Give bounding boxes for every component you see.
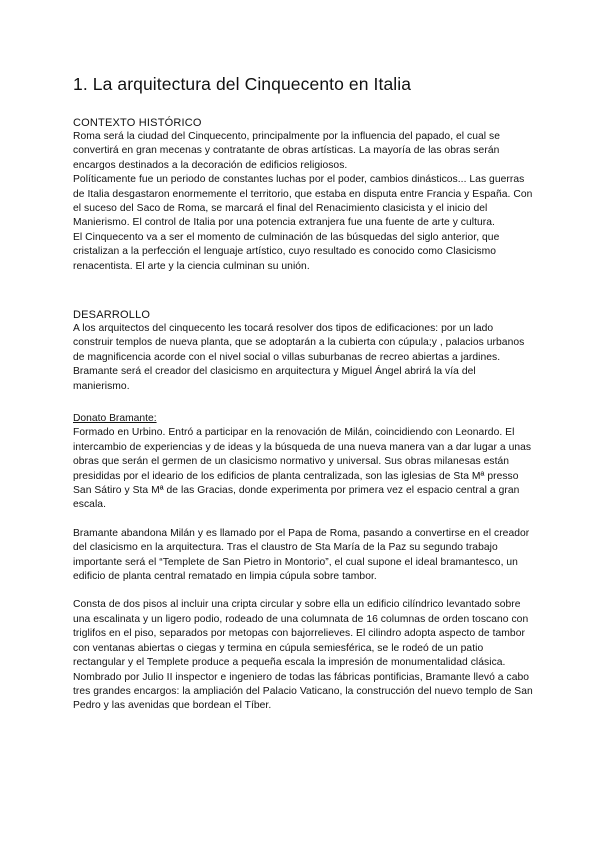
contexto-paragraph-3: El Cinquecento va a ser el momento de culminación de las búsquedas del siglo anterior, que cristalizan a la perfección el lenguaje artístico, cuyo resultado es conocido como Clasicismo renacentista. El arte y la ciencia culminan su unión. (73, 231, 500, 272)
page-title: 1. La arquitectura del Cinquecento en Italia (73, 74, 412, 94)
desarrollo-heading: DESARROLLO (73, 309, 151, 321)
desarrollo-section (73, 308, 533, 394)
bramante-paragraph-3: Consta de dos pisos al incluir una cripta circular y sobre ella un edificio cilíndrico levantado sobre una escalinata y un ligero podio, rodeado de una columnata de 16 columnas de orden toscano con triglifos en el piso, separados por metopas con bajorrelieves. El cilindro adopta aspecto de tambor con ventanas abiertas o ciegas y termina en cúpula semiesférica, se le rodeó de un patio rectangular y el Templete produce a pequeña escala la impresión de monumentalidad clásica. (73, 599, 529, 669)
contexto-heading: CONTEXTO HISTÓRICO (73, 117, 202, 129)
bramante-paragraph-4: Nombrado por Julio II inspector e ingeniero de todas las fábricas pontificias, Bramante llevó a cabo tres grandes encargos: la ampliación del Palacio Vaticano, la construcción del nuevo templo de San Pedro y las avenidas que bordean el Tíber. (73, 671, 533, 712)
bramante-section (73, 412, 533, 714)
bramante-paragraph-2: Bramante abandona Milán y es llamado por el Papa de Roma, pasando a convertirse en el creador del clasicismo en la arquitectura. Tras el claustro de Sta María de la Paz su segundo trabajo importante será el “Templete de San Pietro in Montorio”, el cual supone el ideal bramantesco, un edificio de planta central rematado en limpia cúpula sobre tambor. (73, 527, 530, 583)
contexto-section (73, 116, 533, 274)
bramante-heading: Donato Bramante: (73, 413, 157, 424)
contexto-paragraph-2: Políticamente fue un periodo de constantes luchas por el poder, cambios dinásticos... Las guerras de Italia desgastaron enormemente el territorio, que estaba en disputa entre Francia y España. Con el suceso del Saco de Roma, se marcará el final del Renacimiento clasicista y el inicio del Manierismo. El control de Italia por una potencia extranjera fue una fuente de arte y cultura. (73, 174, 533, 229)
desarrollo-paragraph-1: A los arquitectos del cinquecento les tocará resolver dos tipos de edificaciones: por un lado construir templos de nueva planta, que se adoptarán a la cubierta con cúpula;y , palacios urbanos de magnificencia acorde con el nivel social o villas suburbanas de recreo abiertas a jardines. Bramante será el creador del clasicismo en arquitectura y Miguel Ángel abrirá la vía del manierismo. (73, 323, 525, 392)
contexto-paragraph-1: Roma será la ciudad del Cinquecento, principalmente por la influencia del papado, el cual se convertirá en gran mecenas y contratante de obras artísticas. La mayoría de las obras serán encargos destinados a la decoración de edificios religiosos. (73, 131, 501, 171)
bramante-paragraph-1: Formado en Urbino. Entró a participar en la renovación de Milán, coincidiendo con Leonardo. El intercambio de experiencias y de ideas y la búsqueda de una nueva manera van a dar lugar a unas obras que serán el germen de un clasicismo normativo y universal. Sus obras milanesas están presididas por el ideario de los edificios de planta centralizada, son las iglesias de Sta Mª presso San Sátiro y Sta Mª de las Gracias, donde experimenta por primera vez el espacio central a gran escala. (73, 427, 532, 511)
